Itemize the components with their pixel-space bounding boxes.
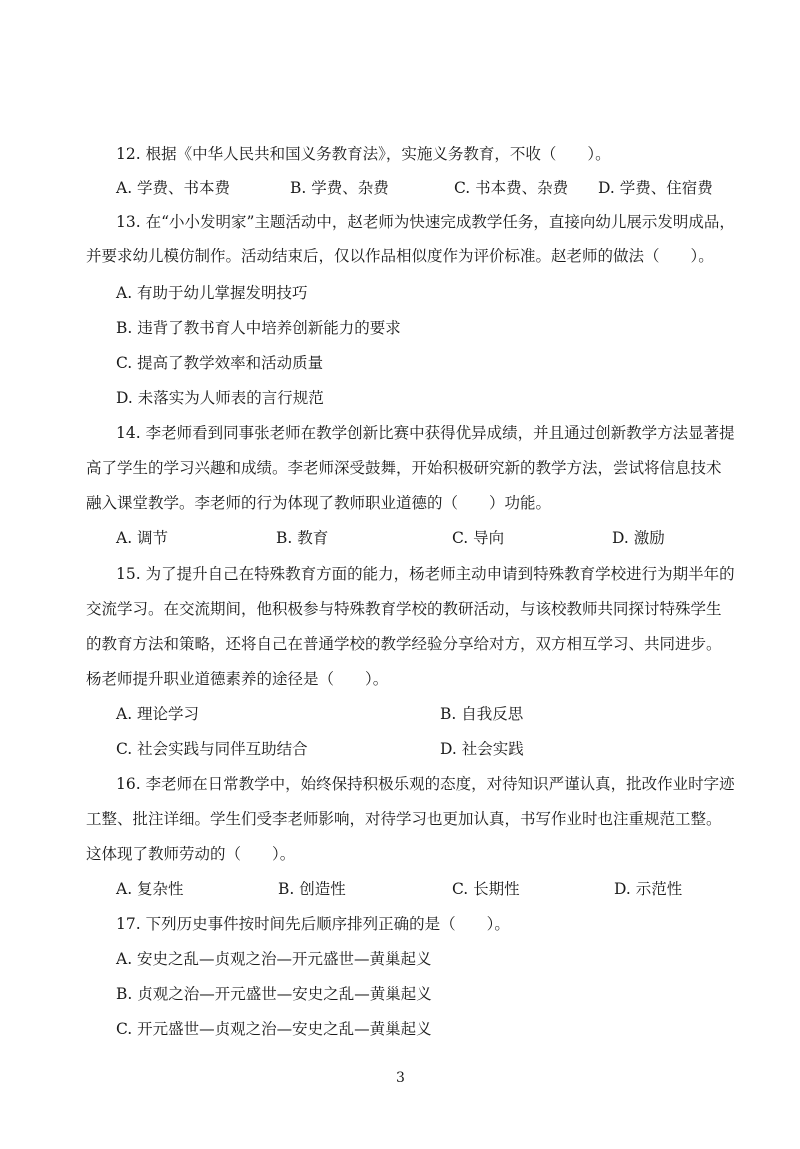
q13-option-b: B. 违背了教书育人中培养创新能力的要求	[116, 319, 401, 337]
q15-option-d: D. 社会实践	[440, 740, 524, 758]
q15-option-a: A. 理论学习	[116, 705, 200, 723]
question-15-stem-line-1: 15. 为了提升自己在特殊教育方面的能力，杨老师主动申请到特殊教育学校进行为期半年的	[116, 565, 735, 583]
question-16-stem-line-3: 这体现了教师劳动的（ ）。	[86, 845, 296, 863]
q14-option-b: B. 教育	[276, 529, 329, 547]
question-13-stem-line-1: 13. 在“小小发明家”主题活动中，赵老师为快速完成教学任务，直接向幼儿展示发明成品，	[116, 213, 735, 231]
q15-option-b: B. 自我反思	[440, 705, 524, 723]
q17-option-c: C. 开元盛世—贞观之治—安史之乱—黄巢起义	[116, 1020, 432, 1038]
q12-option-c: C. 书本费、杂费	[454, 179, 569, 197]
q16-option-d: D. 示范性	[614, 880, 683, 898]
q13-option-c: C. 提高了教学效率和活动质量	[116, 354, 324, 372]
question-14-stem-line-3: 融入课堂教学。李老师的行为体现了教师职业道德的（ ）功能。	[86, 494, 552, 512]
question-15-stem-line-3: 的教育方法和策略，还将自己在普通学校的教学经验分享给对方，双方相互学习、共同进步。	[86, 635, 722, 653]
q13-option-d: D. 未落实为人师表的言行规范	[116, 389, 324, 407]
question-16-stem-line-1: 16. 李老师在日常教学中，始终保持积极乐观的态度，对待知识严谨认真，批改作业时字迹	[116, 775, 735, 793]
q17-option-a: A. 安史之乱—贞观之治—开元盛世—黄巢起义	[116, 950, 432, 968]
q16-option-a: A. 复杂性	[116, 880, 184, 898]
q14-option-a: A. 调节	[116, 529, 169, 547]
question-15-stem-line-4: 杨老师提升职业道德素养的途径是（ ）。	[86, 670, 389, 688]
page-number: 3	[396, 1070, 405, 1086]
question-16-stem-line-2: 工整、批注详细。学生们受李老师影响，对待学习也更加认真，书写作业时也注重规范工整。	[86, 810, 722, 828]
q12-option-a: A. 学费、书本费	[116, 179, 231, 197]
q12-option-d: D. 学费、住宿费	[598, 179, 713, 197]
q16-option-b: B. 创造性	[278, 880, 346, 898]
q12-option-b: B. 学费、杂费	[290, 179, 389, 197]
q17-option-b: B. 贞观之治—开元盛世—安史之乱—黄巢起义	[116, 985, 432, 1003]
question-15-stem-line-2: 交流学习。在交流期间，他积极参与特殊教育学校的教研活动，与该校教师共同探讨特殊学生	[86, 600, 722, 618]
q13-option-a: A. 有助于幼儿掌握发明技巧	[116, 284, 308, 302]
q14-option-c: C. 导向	[452, 529, 505, 547]
q16-option-c: C. 长期性	[452, 880, 520, 898]
question-17-stem: 17. 下列历史事件按时间先后顺序排列正确的是（ ）。	[116, 915, 510, 933]
q15-option-c: C. 社会实践与同伴互助结合	[116, 740, 308, 758]
question-13-stem-line-2: 并要求幼儿模仿制作。活动结束后，仅以作品相似度作为评价标准。赵老师的做法（ ）。	[86, 247, 714, 265]
q14-option-d: D. 激励	[612, 529, 665, 547]
question-14-stem-line-2: 高了学生的学习兴趣和成绩。李老师深受鼓舞，开始积极研究新的教学方法，尝试将信息技术	[86, 459, 722, 477]
question-12-stem: 12. 根据《中华人民共和国义务教育法》，实施义务教育，不收（ ）。	[116, 145, 611, 163]
question-14-stem-line-1: 14. 李老师看到同事张老师在教学创新比赛中获得优异成绩，并且通过创新教学方法显著提	[116, 424, 735, 442]
